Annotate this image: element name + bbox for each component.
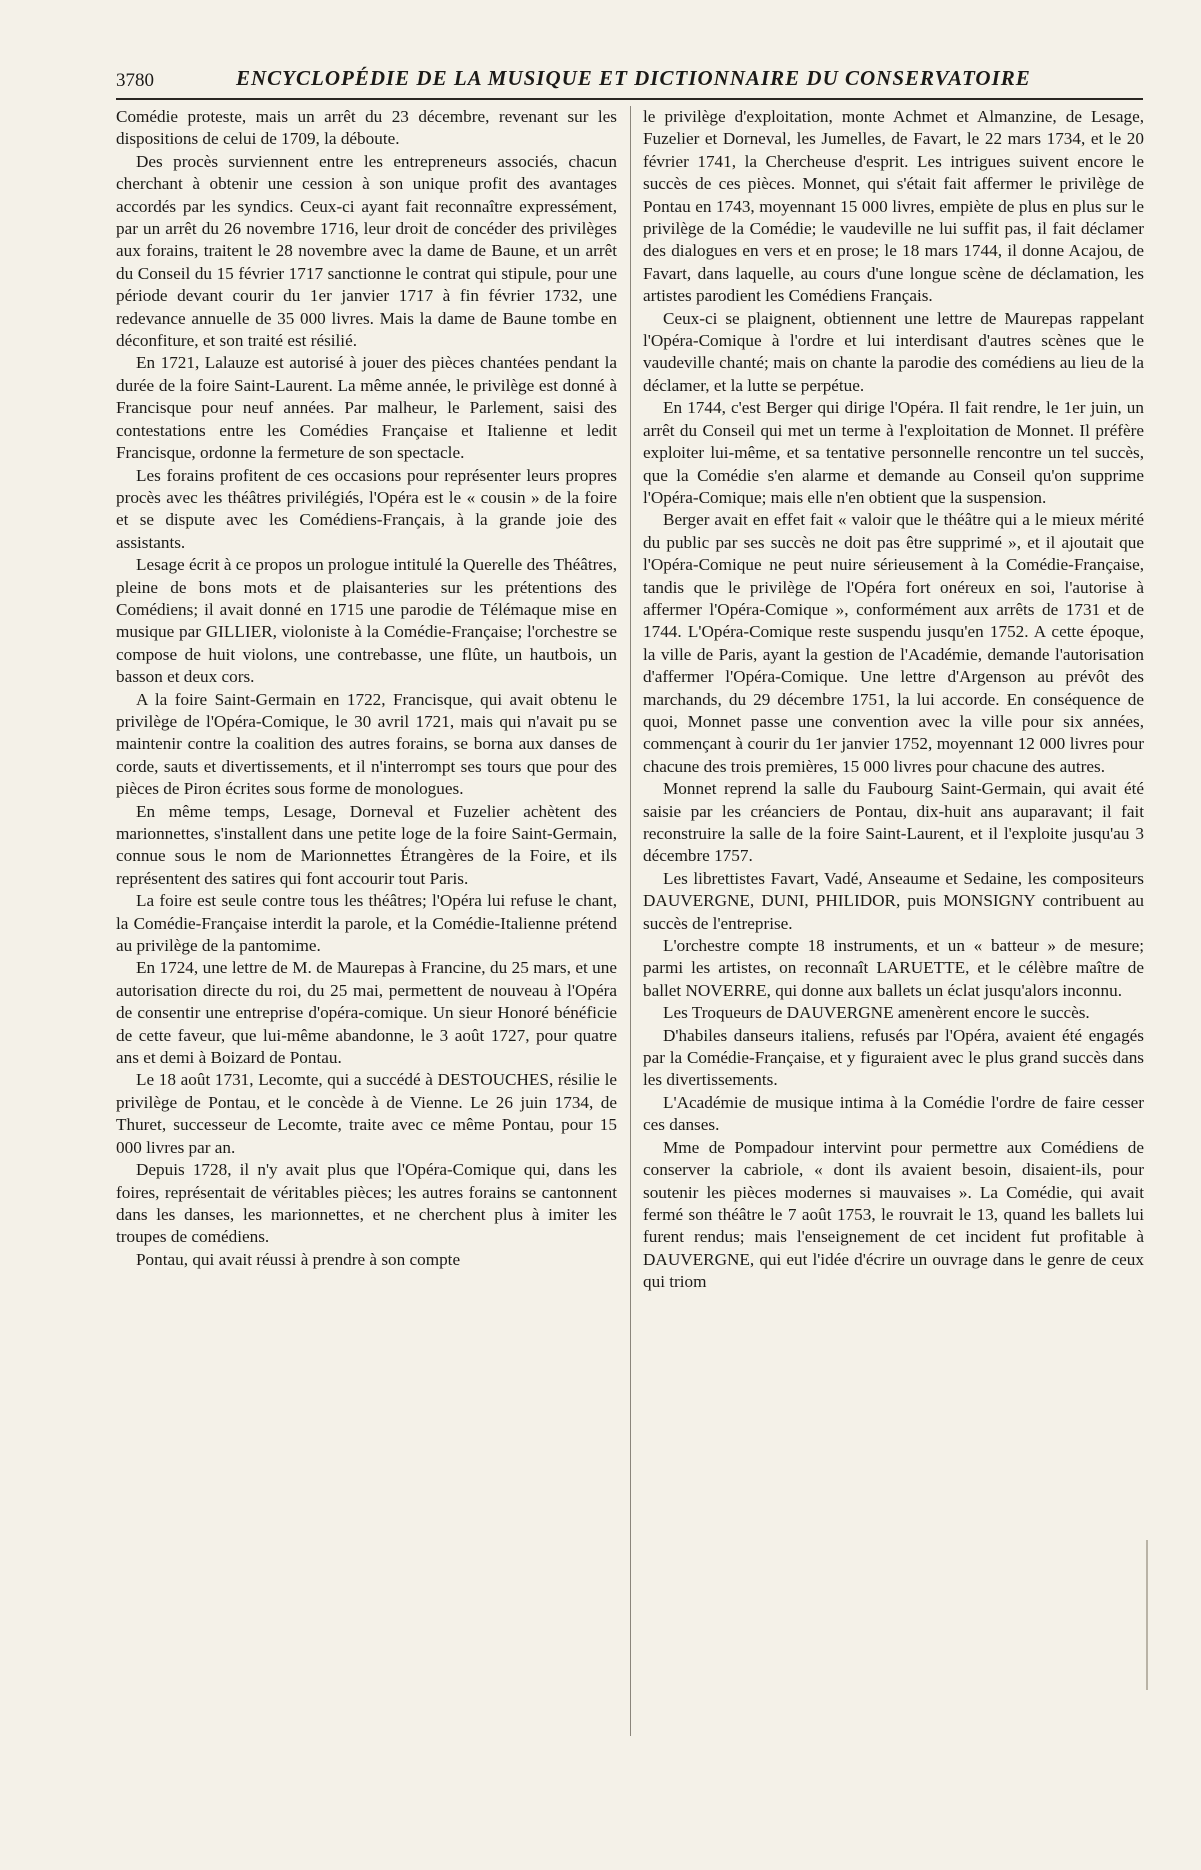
- paragraph: Le 18 août 1731, Lecomte, qui a succédé à DESTOUCHES, résilie le privilège de Pontau, et le concède à de Vienne. Le 26 juin 1734, de Thuret, successeur de Lecomte, traite avec ce même Pontau, pour 15 000 livres par an.: [116, 1070, 617, 1157]
- page-edge-mark: [1146, 1540, 1148, 1690]
- paragraph: En 1724, une lettre de M. de Maurepas à Francine, du 25 mars, et une autorisation directe du roi, du 25 mai, permettent de nouveau à l'Opéra de consentir une entreprise d'opéra-comique. Un sieur Honoré bénéficie de cette faveur, que lui-même abandonne, le 3 août 1727, pour quatre ans et demi à Boizard de Pontau.: [116, 958, 617, 1068]
- paragraph: Pontau, qui avait réussi à prendre à son compte: [136, 1249, 461, 1269]
- right-column: [643, 106, 1144, 1294]
- paragraph: Berger avait en effet fait « valoir que le théâtre qui a le mieux mérité du public par ses succès ne doit pas être supprimé », et il ajoutait que l'Opéra-Comique ne peut nuire sérieusement à la Comédie-Française, tandis que le privilège de l'Opéra fort onéreux en soi, l'autorise à affermer l'Opéra-Comique », conformément aux arrêts de 1731 et de 1744. L'Opéra-Comique reste suspendu jusqu'en 1752. A cette époque, la ville de Paris, ayant la gestion de l'Académie, demande l'autorisation d'affermer l'Opéra-Comique. Une lettre d'Argenson au prévôt des marchands, du 29 décembre 1751, la lui accorde. En conséquence de quoi, Monnet passe une convention avec la ville pour six années, commençant à courir du 1er janvier 1752, moyennant 12 000 livres pour chacune des trois premières, 15 000 livres pour chacune des autres.: [643, 510, 1144, 776]
- column-divider: [630, 106, 631, 1736]
- paragraph: L'orchestre compte 18 instruments, et un « batteur » de mesure; parmi les artistes, on reconnaît LARUETTE, et le célèbre maître de ballet NOVERRE, qui donne aux ballets un éclat jusqu'alors inconnu.: [643, 936, 1144, 1000]
- running-title: ENCYCLOPÉDIE DE LA MUSIQUE ET DICTIONNAIRE DU CONSERVATOIRE: [236, 66, 1031, 90]
- paragraph: Depuis 1728, il n'y avait plus que l'Opéra-Comique qui, dans les foires, représentait de véritables pièces; les autres forains se cantonnent dans les danses, les marionnettes, et ne cherchent plus à imiter les troupes de comédiens.: [116, 1160, 617, 1247]
- paragraph: A la foire Saint-Germain en 1722, Francisque, qui avait obtenu le privilège de l'Opéra-Comique, le 30 avril 1721, mais qui n'avait pu se maintenir contre la coalition des autres forains, se borna aux danses de corde, sauts et divertissements, et il n'interrompt ses tours que pour des pièces de Piron écrites sous forme de monologues.: [116, 689, 617, 799]
- paragraph: En même temps, Lesage, Dorneval et Fuzelier achètent des marionnettes, s'installent dans une petite loge de la foire Saint-Germain, connue sous le nom de Marionnettes Étrangères de la Foire, et ils représentent des satires qui font accourir tout Paris.: [116, 801, 617, 888]
- paragraph: Les librettistes Favart, Vadé, Anseaume et Sedaine, les compositeurs DAUVERGNE, DUNI, PHILIDOR, puis MONSIGNY contribuent au succès de l'entreprise.: [643, 868, 1144, 933]
- paragraph: L'Académie de musique intima à la Comédie l'ordre de faire cesser ces danses.: [643, 1092, 1144, 1135]
- paragraph: Monnet reprend la salle du Faubourg Saint-Germain, qui avait été saisie par les créanciers de Pontau, dix-huit ans auparavant; il fait reconstruire la salle de la foire Saint-Laurent, et il l'exploite jusqu'au 3 décembre 1757.: [643, 779, 1144, 866]
- paragraph: le privilège d'exploitation, monte Achmet et Almanzine, de Lesage, Fuzelier et Dorneval, les Jumelles, de Favart, le 22 mars 1734, et le 20 février 1741, la Chercheuse d'esprit. Les intrigues suivent encore le succès de ces pièces. Monnet, qui s'était fait affermer le privilège de Pontau en 1743, moyennant 15 000 livres, empiète de plus en plus sur le privilège de la Comédie; le vaudeville ne lui suffit pas, il fait déclamer des dialogues en vers et en prose; le 18 mars 1744, il donne Acajou, de Favart, dans laquelle, au cours d'une longue scène de déclamation, les artistes parodient les Comédiens Français.: [643, 107, 1144, 306]
- paragraph: D'habiles danseurs italiens, refusés par l'Opéra, avaient été engagés par la Comédie-Française, et y figuraient avec le plus grand succès dans les divertissements.: [643, 1025, 1144, 1090]
- paragraph: En 1744, c'est Berger qui dirige l'Opéra. Il fait rendre, le 1er juin, un arrêt du Conseil qui met un terme à l'exploitation de Monnet. Il préfère exploiter lui-même, et sa tentative personnelle rencontre un tel succès, que la Comédie s'en alarme et demande au Conseil qu'on supprime l'Opéra-Comique; mais elle n'en obtient que la suspension.: [643, 398, 1144, 507]
- paragraph: Ceux-ci se plaignent, obtiennent une lettre de Maurepas rappelant l'Opéra-Comique à l'ordre et lui interdisant d'autres scènes que le vaudeville chanté; mais on chante la parodie des comédiens au lieu de la déclamer, et la lutte se perpétue.: [643, 308, 1144, 395]
- paragraph: Des procès surviennent entre les entrepreneurs associés, chacun cherchant à obtenir une cession à son unique profit des avantages accordés par les syndics. Ceux-ci ayant fait reconnaître expressément, par un arrêt du 26 novembre 1716, leur droit de concéder des privilèges aux forains, traitent le 28 novembre avec la dame de Baune, et un arrêt du Conseil du 15 février 1717 sanctionne le contrat qui stipule, pour une période devant courir du 1er janvier 1717 à fin février 1732, une redevance annuelle de 35 000 livres. Mais la dame de Baune tombe en déconfiture, et son traité est résilié.: [116, 151, 617, 351]
- page-header: [116, 64, 1143, 100]
- paragraph: Comédie proteste, mais un arrêt du 23 décembre, revenant sur les dispositions de celui de 1709, la déboute.: [116, 107, 617, 149]
- paragraph: En 1721, Lalauze est autorisé à jouer des pièces chantées pendant la durée de la foire Saint-Laurent. La même année, le privilège est donné à Francisque pour neuf années. Par malheur, le Parlement, saisi des contestations entre les Comédies Française et Italienne et ledit Francisque, ordonne la fermeture de son spectacle.: [116, 353, 617, 463]
- paragraph: Les forains profitent de ces occasions pour représenter leurs propres procès avec les théâtres privilégiés, l'Opéra est le « cousin » de la foire et se dispute avec les Comédiens-Français, à la grande joie des assistants.: [116, 465, 617, 552]
- paragraph: La foire est seule contre tous les théâtres; l'Opéra lui refuse le chant, la Comédie-Française interdit la parole, et la Comédie-Italienne prétend au privilège de la pantomime.: [116, 891, 617, 956]
- left-column: [116, 106, 617, 1271]
- paragraph: Les Troqueurs de DAUVERGNE amenèrent encore le succès.: [663, 1003, 1090, 1023]
- paragraph: Lesage écrit à ce propos un prologue intitulé la Querelle des Théâtres, pleine de bons mots et de plaisanteries sur les prétentions des Comédiens; il avait donné en 1715 une parodie de Télémaque mise en musique par GILLIER, violoniste à la Comédie-Française; l'orchestre se compose de huit violons, une contrebasse, une flûte, un hautbois, un basson et deux cors.: [116, 555, 617, 687]
- paragraph: Mme de Pompadour intervint pour permettre aux Comédiens de conserver la cabriole, « dont ils avaient besoin, disaient-ils, pour soutenir les pièces modernes si mauvaises ». La Comédie, qui avait fermé son théâtre le 7 août 1753, le rouvrait le 13, quand les ballets lui furent rendus; mais l'enseignement de cet incident fut profitable à DAUVERGNE, qui eut l'idée d'écrire un ouvrage dans le genre de ceux qui triom: [643, 1137, 1144, 1292]
- page-number: 3780: [116, 70, 154, 91]
